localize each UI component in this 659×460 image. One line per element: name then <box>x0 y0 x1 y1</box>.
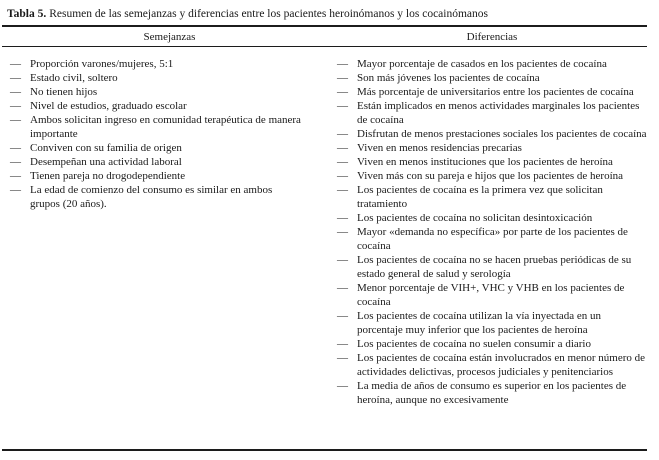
difference-item <box>337 211 647 225</box>
similarity-item <box>10 183 302 211</box>
item-text: Los pacientes de cocaína no solicitan desintoxicación <box>357 212 593 224</box>
item-text: Más porcentaje de universitarios entre los pacientes de cocaína <box>357 86 634 98</box>
difference-item <box>337 281 647 309</box>
similarity-item <box>10 141 302 155</box>
similarity-item <box>10 113 302 141</box>
table-5 <box>2 7 647 451</box>
difference-item <box>337 141 647 155</box>
item-dash: — <box>337 72 348 84</box>
item-dash: — <box>10 156 21 168</box>
item-dash: — <box>337 254 348 266</box>
table-caption <box>2 7 647 21</box>
item-text: Nivel de estudios, graduado escolar <box>30 100 187 112</box>
item-text: Desempeñan una actividad laboral <box>30 156 182 168</box>
bottom-rule <box>2 449 647 451</box>
item-dash: — <box>337 226 348 238</box>
difference-item <box>337 85 647 99</box>
item-text: Los pacientes de cocaína están involucrados en menor número de actividades delictivas, procesos judiciales y penitenciarios <box>357 352 646 378</box>
item-text: Mayor porcentaje de casados en los pacientes de cocaína <box>357 58 607 70</box>
similarity-item <box>10 99 302 113</box>
similarities-column <box>2 57 337 449</box>
table-body <box>2 47 647 449</box>
item-text: Los pacientes de cocaína no suelen consumir a diario <box>357 338 591 350</box>
item-dash: — <box>337 128 348 140</box>
item-dash: — <box>337 142 348 154</box>
item-dash: — <box>10 184 21 196</box>
item-dash: — <box>337 86 348 98</box>
difference-item <box>337 99 647 127</box>
item-dash: — <box>337 212 348 224</box>
difference-item <box>337 155 647 169</box>
item-text: Son más jóvenes los pacientes de cocaína <box>357 72 540 84</box>
item-dash: — <box>337 58 348 70</box>
item-text: Ambos solicitan ingreso en comunidad terapéutica de manera importante <box>30 114 301 140</box>
item-text: Viven en menos instituciones que los pacientes de heroína <box>357 156 613 168</box>
column-header-differences: Diferencias <box>466 31 518 43</box>
column-header-row <box>2 27 647 46</box>
item-dash: — <box>337 352 348 364</box>
item-text: Mayor «demanda no específica» por parte de los pacientes de cocaína <box>357 226 628 252</box>
item-text: Los pacientes de cocaína no se hacen pruebas periódicas de su estado general de salud y serología <box>357 254 632 280</box>
item-dash: — <box>337 100 348 112</box>
difference-item <box>337 71 647 85</box>
item-text: Tienen pareja no drogodependiente <box>30 170 186 182</box>
item-dash: — <box>337 338 348 350</box>
difference-item <box>337 309 647 337</box>
item-text: Están implicados en menos actividades marginales los pacientes de cocaína <box>357 100 640 126</box>
difference-item <box>337 351 647 379</box>
item-dash: — <box>337 156 348 168</box>
item-text: No tienen hijos <box>30 86 98 98</box>
item-dash: — <box>10 72 21 84</box>
item-text: Estado civil, soltero <box>30 72 118 84</box>
item-text: La edad de comienzo del consumo es similar en ambos grupos (20 años). <box>30 184 273 210</box>
item-dash: — <box>337 282 348 294</box>
item-text: Los pacientes de cocaína utilizan la vía inyectada en un porcentaje muy inferior que los pacientes de heroína <box>357 310 602 336</box>
similarity-item <box>10 71 302 85</box>
similarity-item <box>10 169 302 183</box>
similarity-item <box>10 85 302 99</box>
difference-item <box>337 169 647 183</box>
item-text: La media de años de consumo es superior en los pacientes de heroína, aunque no excesivamente <box>357 380 627 406</box>
item-text: Los pacientes de cocaína es la primera vez que solicitan tratamiento <box>357 184 603 210</box>
table-number-label: Tabla 5. <box>7 8 47 20</box>
item-text: Conviven con su familia de origen <box>30 142 182 154</box>
item-text: Disfrutan de menos prestaciones sociales los pacientes de cocaína <box>357 128 647 140</box>
item-dash: — <box>10 142 21 154</box>
difference-item <box>337 337 647 351</box>
item-dash: — <box>10 114 21 126</box>
table-caption-text: Resumen de las semejanzas y diferencias entre los pacientes heroinómanos y los cocainómanos <box>49 8 488 20</box>
difference-item <box>337 183 647 211</box>
similarity-item <box>10 57 302 71</box>
difference-item <box>337 379 647 407</box>
difference-item <box>337 253 647 281</box>
item-text: Menor porcentaje de VIH+, VHC y VHB en los pacientes de cocaína <box>357 282 625 308</box>
difference-item <box>337 225 647 253</box>
item-dash: — <box>337 170 348 182</box>
column-header-similarities: Semejanzas <box>143 31 196 43</box>
item-text: Viven más con su pareja e hijos que los pacientes de heroína <box>357 170 624 182</box>
differences-column <box>337 57 647 449</box>
difference-item <box>337 127 647 141</box>
difference-item <box>337 57 647 71</box>
item-text: Proporción varones/mujeres, 5:1 <box>30 58 174 70</box>
item-dash: — <box>10 58 21 70</box>
item-dash: — <box>337 380 348 392</box>
item-dash: — <box>10 100 21 112</box>
item-dash: — <box>10 86 21 98</box>
item-dash: — <box>337 184 348 196</box>
item-text: Viven en menos residencias precarias <box>357 142 522 154</box>
item-dash: — <box>10 170 21 182</box>
item-dash: — <box>337 310 348 322</box>
similarity-item <box>10 155 302 169</box>
